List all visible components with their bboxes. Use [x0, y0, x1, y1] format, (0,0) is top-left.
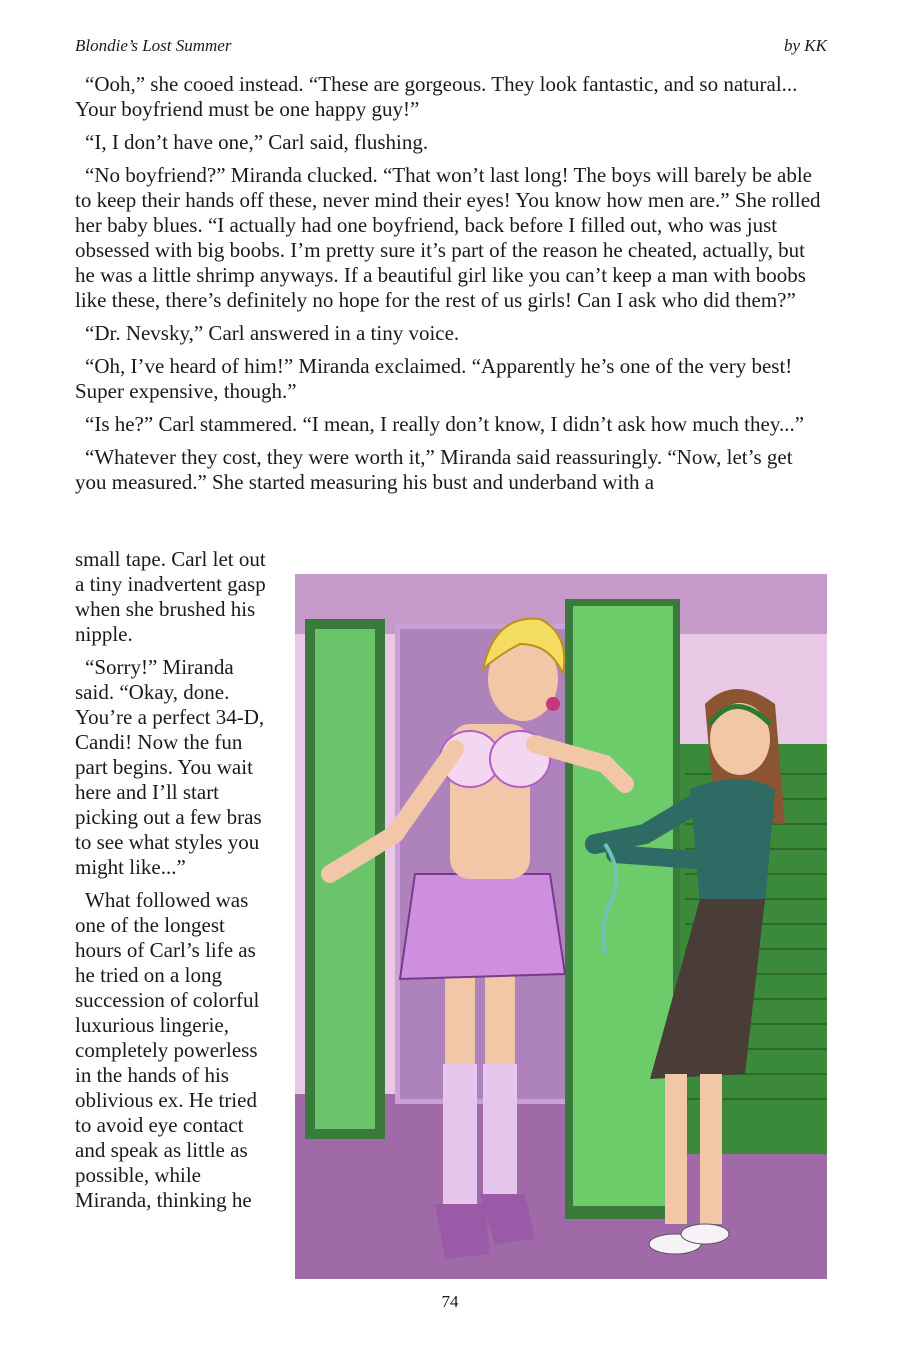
paragraph: What followed was one of the longest hours of Carl’s life as he tried on a long succession of colorful luxurious lingerie, completely powerless in the hands of his oblivious ex. He tried to avoid eye contact and speak as little as possible, while Miranda, thinking he [75, 888, 260, 1212]
paragraph: “No boyfriend?” Miranda clucked. “That won’t last long! The boys will barely be able to keep their hands off these, never mind their eyes! You know how men are.” She rolled her baby blues. “I actually had one boyfriend, back before I filled out, who was just obsessed with big boobs. I’m pretty sure it’s part of the reason he cheated, actually, but he was a little shrimp anyways. If a beautiful girl like you can’t keep a man with boobs like these, there’s definitely no hope for the rest of us girls! Can I ask who did them?” [75, 163, 821, 312]
author-name: by KK [784, 36, 827, 55]
paragraph: “Sorry!” Miranda said. “Okay, done. You’re a perfect 34-D, Candi! Now the fun part begins. You wait here and I’ll start picking out a few bras to see what styles you might like...” [75, 655, 265, 879]
full-width-text [75, 72, 827, 495]
paragraph: “Whatever they cost, they were worth it,” Miranda said reassuringly. “Now, let’s get you measured.” She started measuring his bust and underband with a [75, 445, 793, 494]
narrow-column-text [75, 547, 273, 1221]
paragraph: “I, I don’t have one,” Carl said, flushing. [85, 130, 429, 154]
paragraph: “Dr. Nevsky,” Carl answered in a tiny voice. [85, 321, 460, 345]
paragraph: small tape. Carl let out a tiny inadvertent gasp when she brushed his nipple. [75, 547, 266, 646]
book-title: Blondie’s Lost Summer [75, 36, 232, 55]
paragraph: “Ooh,” she cooed instead. “These are gorgeous. They look fantastic, and so natural... Your boyfriend must be one happy guy!” [75, 72, 798, 121]
comic-illustration [295, 574, 827, 1279]
page-number: 74 [441, 1292, 459, 1311]
paragraph: “Oh, I’ve heard of him!” Miranda exclaimed. “Apparently he’s one of the very best! Super expensive, though.” [75, 354, 793, 403]
paragraph: “Is he?” Carl stammered. “I mean, I really don’t know, I didn’t ask how much they...” [85, 412, 805, 436]
